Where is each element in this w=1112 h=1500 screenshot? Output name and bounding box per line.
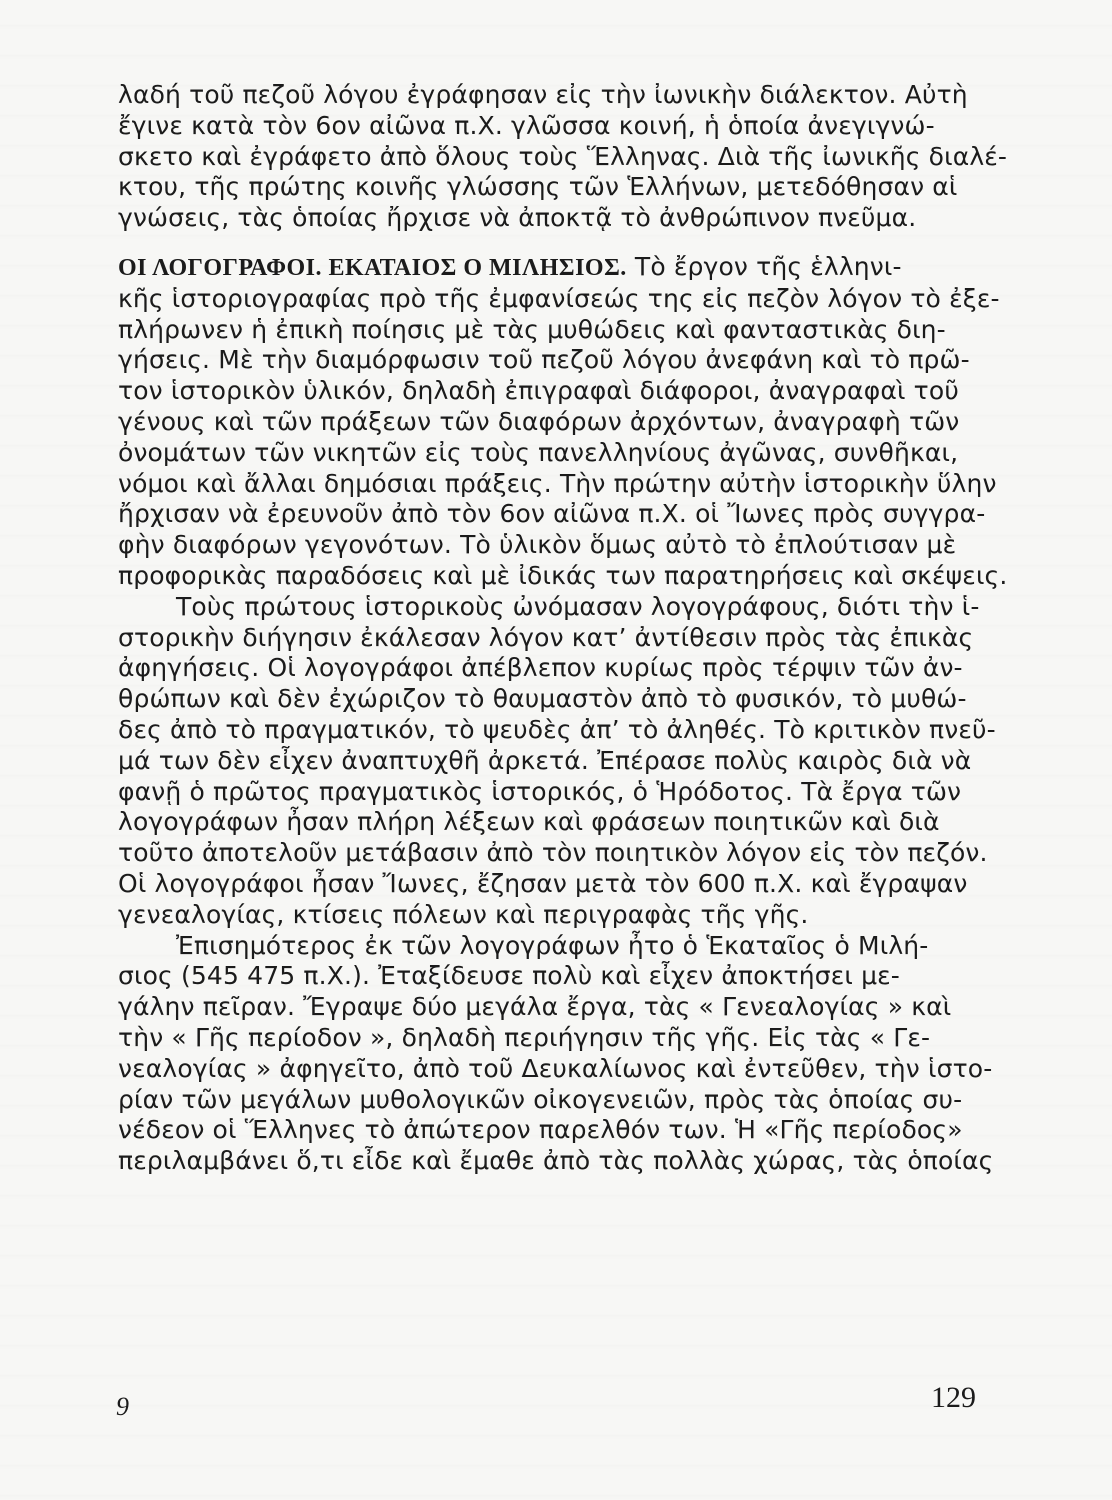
text-line: ρίαν τῶν μεγάλων μυθολογικῶν οἰκογενειῶν, πρὸς τὰς ὁποίας συ- bbox=[118, 1084, 963, 1114]
section-gap bbox=[118, 234, 990, 252]
text-line: γένους καὶ τῶν πράξεων τῶν διαφόρων ἀρχόντων, ἀναγραφὴ τῶν bbox=[118, 406, 960, 436]
text-line: σκετο καὶ ἐγράφετο ἀπὸ ὅλους τοὺς Ἕλληνας. Διὰ τῆς ἰωνικῆς διαλέ- bbox=[118, 141, 1008, 171]
text-line: γενεαλογίας, κτίσεις πόλεων καὶ περιγραφὰς τῆς γῆς. bbox=[118, 899, 809, 929]
text-line: θρώπων καὶ δὲν ἐχώριζον τὸ θαυμαστὸν ἀπὸ τὸ φυσικόν, τὸ μυθώ- bbox=[118, 684, 967, 714]
text-line: σιος (545 475 π.Χ.). Ἐταξίδευσε πολὺ καὶ εἶχεν ἀποκτήσει με- bbox=[118, 961, 900, 991]
text-line: γνώσεις, τὰς ὁποίας ἤρχισε νὰ ἀποκτᾷ τὸ ἀνθρώπινον πνεῦμα. bbox=[118, 203, 917, 233]
text-line: τοῦτο ἀποτελοῦν μετάβασιν ἀπὸ τὸν ποιητικὸν λόγον εἰς τὸν πεζόν. bbox=[118, 838, 988, 868]
section-heading-line bbox=[118, 252, 990, 284]
text-line: νεαλογίας » ἀφηγεῖτο, ἀπὸ τοῦ Δευκαλίωνος καὶ ἐντεῦθεν, τὴν ἱστο- bbox=[118, 1053, 993, 1083]
page-number: 129 bbox=[931, 1381, 976, 1414]
text-line: νόμοι καὶ ἄλλαι δημόσιαι πράξεις. Τὴν πρώτην αὐτὴν ἱστορικὴν ὕλην bbox=[118, 468, 997, 498]
text-line: γήσεις. Μὲ τὴν διαμόρφωσιν τοῦ πεζοῦ λόγου ἀνεφάνη καὶ τὸ πρῶ- bbox=[118, 345, 970, 375]
text-line: νέδεον οἱ Ἕλληνες τὸ ἀπώτερον παρελθόν των. Ἡ «Γῆς περίοδος» bbox=[118, 1115, 963, 1145]
text-line: στορικὴν διήγησιν ἐκάλεσαν λόγον κατ’ ἀντίθεσιν πρὸς τὰς ἐπικὰς bbox=[118, 622, 974, 652]
text-line: περιλαμβάνει ὅ,τι εἶδε καὶ ἔμαθε ἀπὸ τὰς πολλὰς χώρας, τὰς ὁποίας bbox=[118, 1146, 994, 1176]
text-line: πλήρωνεν ἡ ἐπικὴ ποίησις μὲ τὰς μυθώδεις καὶ φανταστικὰς διη- bbox=[118, 314, 946, 344]
text-line: γάλην πεῖραν. Ἔγραψε δύο μεγάλα ἔργα, τὰς « Γενεαλογίας » καὶ bbox=[118, 992, 952, 1022]
text-line: λογογράφων ἦσαν πλήρη λέξεων καὶ φράσεων ποιητικῶν καὶ διὰ bbox=[118, 807, 940, 837]
text-line: φανῇ ὁ πρῶτος πραγματικὸς ἱστορικός, ὁ Ἡρόδοτος. Τὰ ἔργα τῶν bbox=[118, 776, 962, 806]
text-line: ὀνομάτων τῶν νικητῶν εἰς τοὺς πανελληνίους ἀγῶνας, συνθῆκαι, bbox=[118, 437, 959, 467]
text-line: τὴν « Γῆς περίοδον », δηλαδὴ περιήγησιν τῆς γῆς. Εἰς τὰς « Γε- bbox=[118, 1022, 931, 1052]
text-line: ἤρχισαν νὰ ἐρευνοῦν ἀπὸ τὸν 6ον αἰῶνα π.Χ. οἱ Ἴωνες πρὸς συγγρα- bbox=[118, 499, 986, 529]
text-line: μά των δὲν εἶχεν ἀναπτυχθῆ ἀρκετά. Ἐπέρασε πολὺς καιρὸς διὰ νὰ bbox=[118, 745, 972, 775]
text-line: δες ἀπὸ τὸ πραγματικόν, τὸ ψευδὲς ἀπ’ τὸ ἀληθές. Τὸ κριτικὸν πνεῦ- bbox=[118, 714, 996, 744]
text-line: ἔγινε κατὰ τὸν 6ον αἰῶνα π.Χ. γλῶσσα κοινή, ἡ ὁποία ἀνεγιγνώ- bbox=[118, 110, 935, 140]
heading-continuation: Τὸ ἔργον τῆς ἑλληνι- bbox=[626, 251, 902, 281]
text-line: ἀφηγήσεις. Οἱ λογογράφοι ἀπέβλεπον κυρίως πρὸς τέρψιν τῶν ἀν- bbox=[118, 653, 963, 683]
text-line: Ἐπισημότερος ἐκ τῶν λογογράφων ἦτο ὁ Ἑκαταῖος ὁ Μιλή- bbox=[176, 930, 929, 960]
text-line: λαδή τοῦ πεζοῦ λόγου ἐγράφησαν εἰς τὴν ἰωνικὴν διάλεκτον. Αὐτὴ bbox=[118, 80, 968, 109]
text-line: Τοὺς πρώτους ἱστορικοὺς ὠνόμασαν λογογράφους, διότι τὴν ἱ- bbox=[176, 591, 980, 621]
text-line: κτου, τῆς πρώτης κοινῆς γλώσσης τῶν Ἑλλήνων, μετεδόθησαν αἱ bbox=[118, 172, 958, 202]
text-line: κῆς ἱστοριογραφίας πρὸ τῆς ἐμφανίσεώς της εἰς πεζὸν λόγον τὸ ἐξε- bbox=[118, 283, 1000, 313]
text-line: φὴν διαφόρων γεγονότων. Τὸ ὑλικὸν ὅμως αὐτὸ τὸ ἐπλούτισαν μὲ bbox=[118, 530, 957, 560]
text-line: τον ἱστορικὸν ὑλικόν, δηλαδὴ ἐπιγραφαὶ διάφοροι, ἀναγραφαὶ τοῦ bbox=[118, 376, 959, 406]
section-heading: ΟΙ ΛΟΓΟΓΡΑΦΟΙ. ΕΚΑΤΑΙΟΣ Ο ΜΙΛΗΣΙΟΣ. bbox=[118, 254, 627, 281]
text-line: Οἱ λογογράφοι ἦσαν Ἴωνες, ἔζησαν μετὰ τὸν 600 π.Χ. καὶ ἔγραψαν bbox=[118, 868, 968, 898]
signature-mark: 9 bbox=[116, 1392, 129, 1421]
page-text bbox=[118, 80, 1008, 1177]
text-line: προφορικὰς παραδόσεις καὶ μὲ ἰδικάς των παρατηρήσεις καὶ σκέψεις. bbox=[118, 560, 1008, 590]
